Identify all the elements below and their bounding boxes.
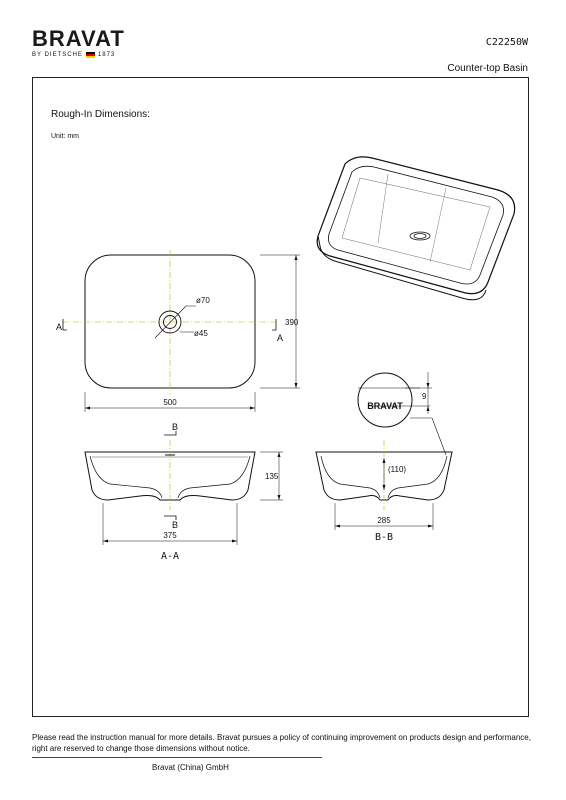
section-b-title: B-B — [374, 532, 394, 543]
section-b-inner-height-label: (110) — [388, 465, 407, 474]
footer-note: Please read the instruction manual for more details. Bravat pursues a policy of continuing improvement on products design and performance, right are reserved to change those dimensions without notice. — [32, 733, 531, 753]
section-mark-right: A — [277, 333, 284, 343]
section-b-bottom-width-label: 285 — [377, 516, 391, 525]
outer-drain-label: ø70 — [196, 296, 210, 305]
cut-mark-top: B — [172, 422, 179, 432]
product-name: Counter-top Basin — [447, 63, 528, 74]
plan-width-label: 500 — [163, 398, 177, 407]
detail-dimension-label: 9 — [422, 392, 427, 401]
company-name: Bravat (China) GmbH — [152, 763, 229, 772]
plan-view — [56, 250, 300, 412]
detail-logo-text: BRAVAT — [367, 401, 403, 411]
plan-depth-label: 390 — [285, 318, 299, 327]
section-b-b-view — [316, 440, 452, 543]
model-number: C22250W — [485, 37, 528, 48]
cut-mark-bottom: B — [172, 520, 179, 530]
section-a-bottom-width-label: 375 — [163, 531, 177, 540]
footer-divider — [32, 757, 322, 758]
unit-label: Unit: mm — [51, 133, 79, 140]
inner-drain-label: ø45 — [194, 329, 208, 338]
drawing-heading: Rough-In Dimensions: — [51, 109, 150, 120]
logo-detail-view — [358, 372, 446, 455]
section-mark-left: A — [56, 322, 63, 332]
brand-year: 1873 — [97, 52, 116, 58]
brand-tagline: BY DIETSCHE — [32, 52, 83, 58]
section-a-a-view — [85, 422, 283, 562]
isometric-basin-view — [317, 157, 514, 300]
section-a-title: A-A — [160, 551, 180, 562]
brand-name: BRAVAT — [32, 26, 125, 51]
section-a-height-label: 135 — [265, 472, 279, 481]
